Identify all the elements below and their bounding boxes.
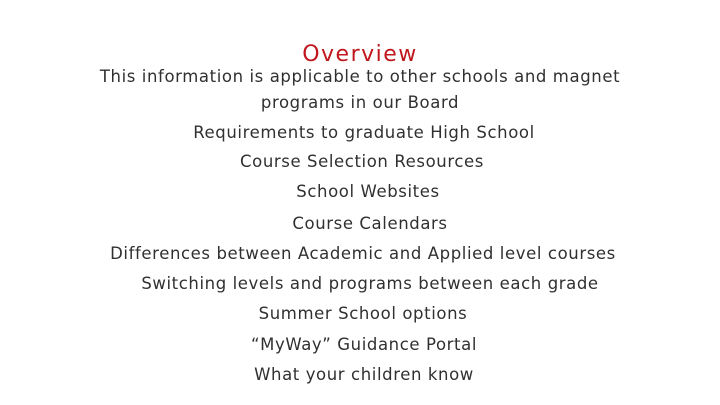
- overview-item-switching-levels: Switching levels and programs between each grade: [141, 274, 599, 293]
- overview-item-course-calendars: Course Calendars: [292, 214, 448, 233]
- overview-item-what-children-know: What your children know: [254, 365, 474, 384]
- slide-title: Overview: [302, 42, 418, 67]
- overview-item-course-selection-resources: Course Selection Resources: [240, 152, 484, 171]
- intro-line: programs in our Board: [260, 93, 460, 112]
- overview-item-graduation-requirements: Requirements to graduate High School: [193, 123, 535, 142]
- overview-item-academic-vs-applied: Differences between Academic and Applied level courses: [110, 244, 616, 263]
- overview-item-school-websites: School Websites: [296, 182, 440, 201]
- overview-item-myway-portal: “MyWay” Guidance Portal: [250, 335, 478, 354]
- overview-item-summer-school: Summer School options: [258, 304, 468, 323]
- intro-line: This information is applicable to other schools and magnet: [99, 67, 621, 86]
